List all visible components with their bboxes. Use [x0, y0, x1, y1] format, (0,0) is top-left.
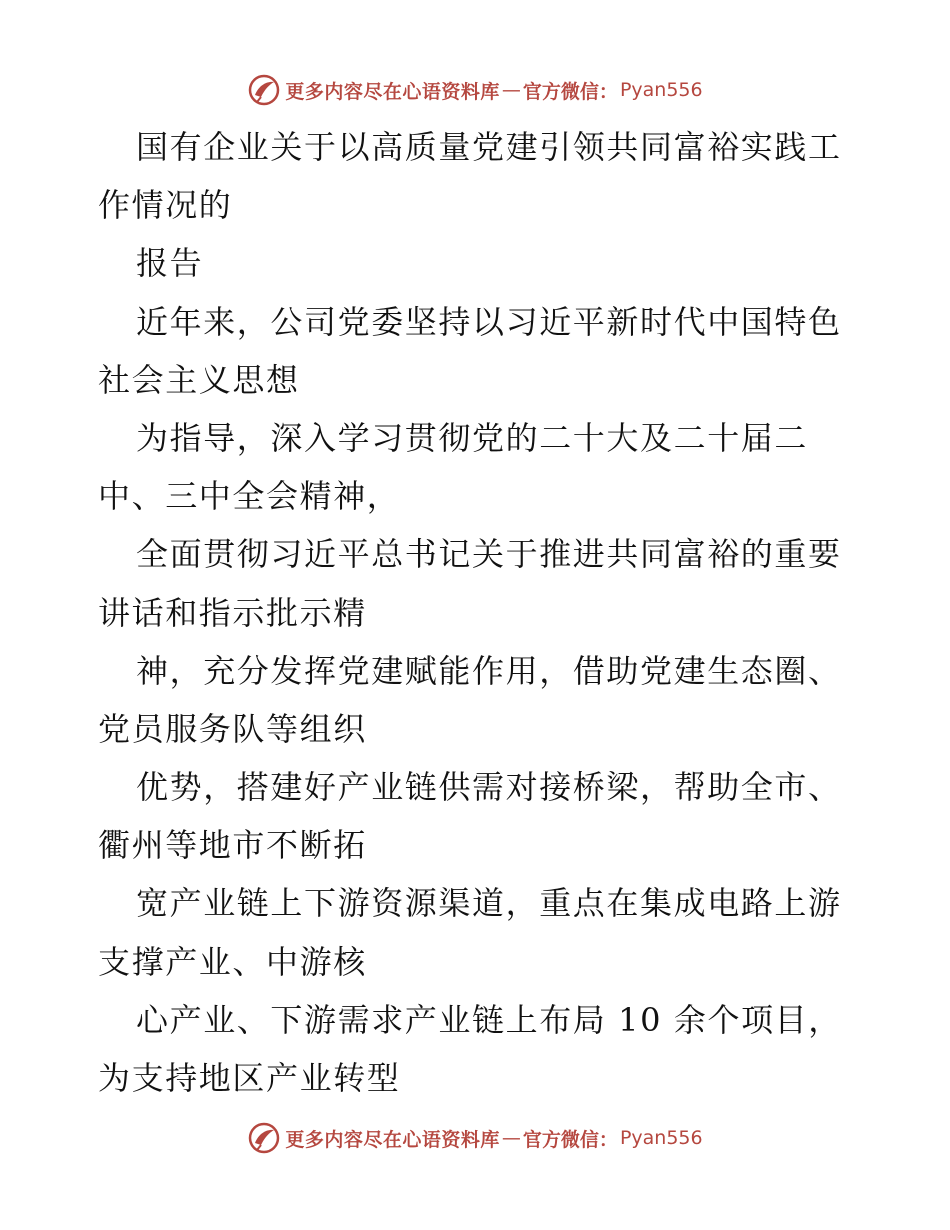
- watermark-id: Pyan556: [619, 79, 703, 101]
- watermark-label: 官方微信：: [522, 1128, 618, 1151]
- watermark-separator: —: [501, 79, 521, 101]
- text-line: 讲话和指示批示精: [98, 593, 367, 632]
- text-line: 国有企业关于以高质量党建引领共同富裕实践工: [136, 128, 842, 166]
- text-line: 神，充分发挥党建赋能作用，借助党建生态圈、: [136, 651, 842, 690]
- text-line: 党员服务队等组织: [98, 709, 367, 748]
- text-line: 报告: [136, 244, 204, 283]
- text-line: 心产业、下游需求产业链上布局 10 余个项目，: [136, 1000, 842, 1039]
- watermark-id: Pyan556: [619, 1127, 703, 1149]
- text-line: 支撑产业、中游核: [98, 942, 367, 981]
- text-line: 优势，搭建好产业链供需对接桥梁，帮助全市、: [136, 768, 842, 807]
- text-line: 中、三中全会精神，: [98, 477, 401, 516]
- text-line: 衢州等地市不断拓: [98, 826, 367, 865]
- text-line: 社会主义思想: [98, 360, 300, 399]
- text-line: 为指导，深入学习贯彻党的二十大及二十届二: [136, 418, 809, 457]
- footer-watermark: [0, 1118, 950, 1158]
- watermark-label: 官方微信：: [522, 80, 618, 103]
- watermark-separator: —: [501, 1127, 521, 1149]
- watermark-main-text: 更多内容尽在心语资料库: [285, 80, 500, 103]
- text-line: 为支持地区产业转型: [98, 1059, 401, 1097]
- text-line: 近年来，公司党委坚持以习近平新时代中国特色: [136, 302, 842, 341]
- text-line: 全面贯彻习近平总书记关于推进共同富裕的重要: [136, 535, 842, 574]
- header-watermark: [0, 70, 950, 110]
- pen-logo-icon: [247, 1121, 281, 1155]
- text-line: 宽产业链上下游资源渠道，重点在集成电路上游: [136, 884, 842, 923]
- watermark-main-text: 更多内容尽在心语资料库: [285, 1128, 500, 1151]
- text-line: 作情况的: [98, 186, 233, 225]
- document-body: [98, 118, 858, 1107]
- pen-logo-icon: [247, 73, 281, 107]
